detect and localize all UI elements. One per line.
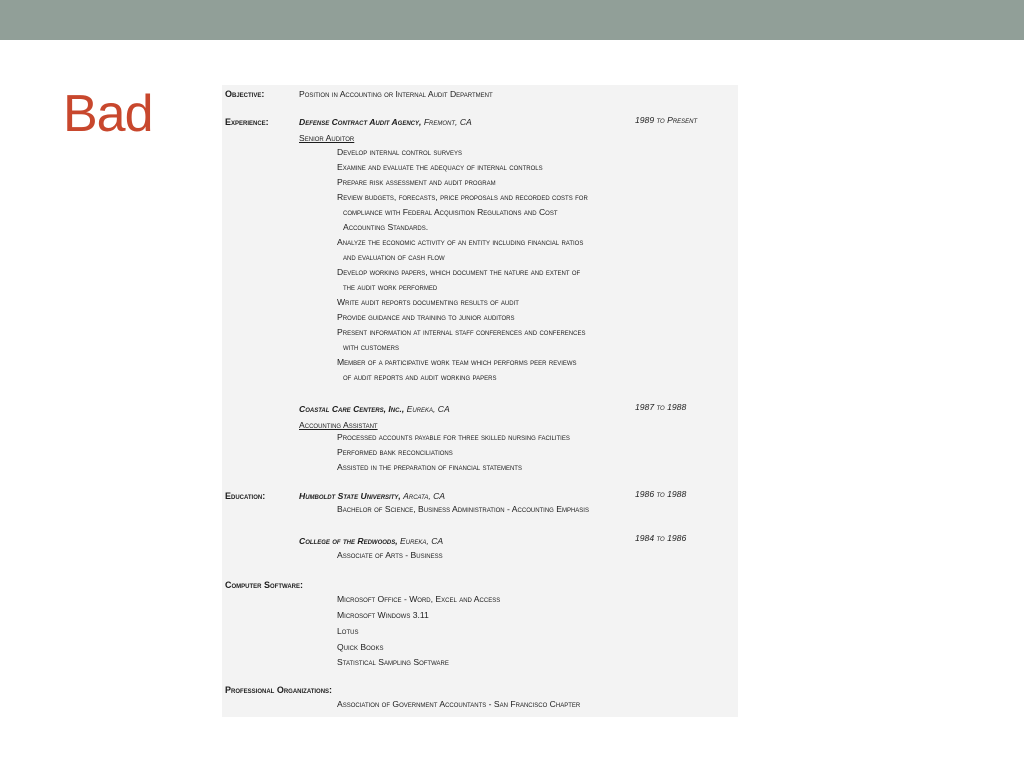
job1-bullet: Examine and evaluate the adequacy of internal controls <box>337 162 543 172</box>
job1-bullet: Present information at internal staff conferences and conferences <box>337 327 586 337</box>
job2-location: Eureka, CA <box>406 404 450 414</box>
objective-text: Position in Accounting or Internal Audit Department <box>299 89 493 99</box>
job1-bullet-cont: Accounting Standards. <box>343 222 429 232</box>
slide-header-bar <box>0 0 1024 40</box>
school2 <box>299 535 443 547</box>
school2-location: Eureka, CA <box>400 536 444 546</box>
experience-label: Experience: <box>225 117 269 127</box>
software-item: Lotus <box>337 626 359 636</box>
resume-image <box>222 85 738 717</box>
school2-degree: Associate of Arts - Business <box>337 550 443 560</box>
job2-org: Coastal Care Centers, Inc., <box>299 404 405 414</box>
education-label: Education: <box>225 491 266 501</box>
job1-bullet-cont: with customers <box>343 342 399 352</box>
job1-bullet: Prepare risk assessment and audit program <box>337 177 496 187</box>
school1 <box>299 490 445 502</box>
job2-title: Accounting Assistant <box>299 420 378 430</box>
school1-dates: 1986 to 1988 <box>635 489 687 499</box>
job1-bullet: Member of a participative work team which performs peer reviews <box>337 357 577 367</box>
job1-bullet: Analyze the economic activity of an entity including financial ratios <box>337 237 584 247</box>
organization-item: Association of Government Accountants - San Francisco Chapter <box>337 699 581 709</box>
job2-bullet: Processed accounts payable for three skilled nursing facilities <box>337 432 570 442</box>
slide-title: Bad <box>63 85 153 143</box>
job1-bullet: Provide guidance and training to junior auditors <box>337 312 515 322</box>
objective-label: Objective: <box>225 89 265 99</box>
software-item: Microsoft Windows 3.11 <box>337 610 429 620</box>
job1-bullet: Write audit reports documenting results of audit <box>337 297 519 307</box>
software-label: Computer Software: <box>225 580 303 590</box>
software-item: Microsoft Office - Word, Excel and Access <box>337 594 501 604</box>
job2-bullet: Performed bank reconciliations <box>337 447 453 457</box>
software-item: Statistical Sampling Software <box>337 657 449 667</box>
job1-bullet-cont: the audit work performed <box>343 282 438 292</box>
job2-bullet: Assisted in the preparation of financial statements <box>337 462 522 472</box>
job2-employer <box>299 403 450 415</box>
school2-org: College of the Redwoods, <box>299 536 398 546</box>
job1-title: Senior Auditor <box>299 133 355 143</box>
school1-location: Arcata, CA <box>403 491 446 501</box>
job1-bullet: Develop internal control surveys <box>337 147 462 157</box>
job1-bullet: Develop working papers, which document the nature and extent of <box>337 267 581 277</box>
job1-location: Fremont, CA <box>423 117 472 127</box>
job1-bullet-cont: of audit reports and audit working papers <box>343 372 497 382</box>
job1-employer <box>299 116 472 128</box>
job1-bullet: Review budgets, forecasts, price proposals and recorded costs for <box>337 192 588 202</box>
job2-dates: 1987 to 1988 <box>635 402 687 412</box>
school2-dates: 1984 to 1986 <box>635 533 687 543</box>
school1-org: Humboldt State University, <box>299 491 401 501</box>
school1-degree: Bachelor of Science, Business Administration - Accounting Emphasis <box>337 504 589 514</box>
job1-dates: 1989 to Present <box>635 115 698 125</box>
software-item: Quick Books <box>337 642 384 652</box>
job1-org: Defense Contract Audit Agency, <box>299 117 422 127</box>
job1-bullet-cont: compliance with Federal Acquisition Regulations and Cost <box>343 207 558 217</box>
organizations-label: Professional Organizations: <box>225 685 333 695</box>
job1-bullet-cont: and evaluation of cash flow <box>343 252 445 262</box>
